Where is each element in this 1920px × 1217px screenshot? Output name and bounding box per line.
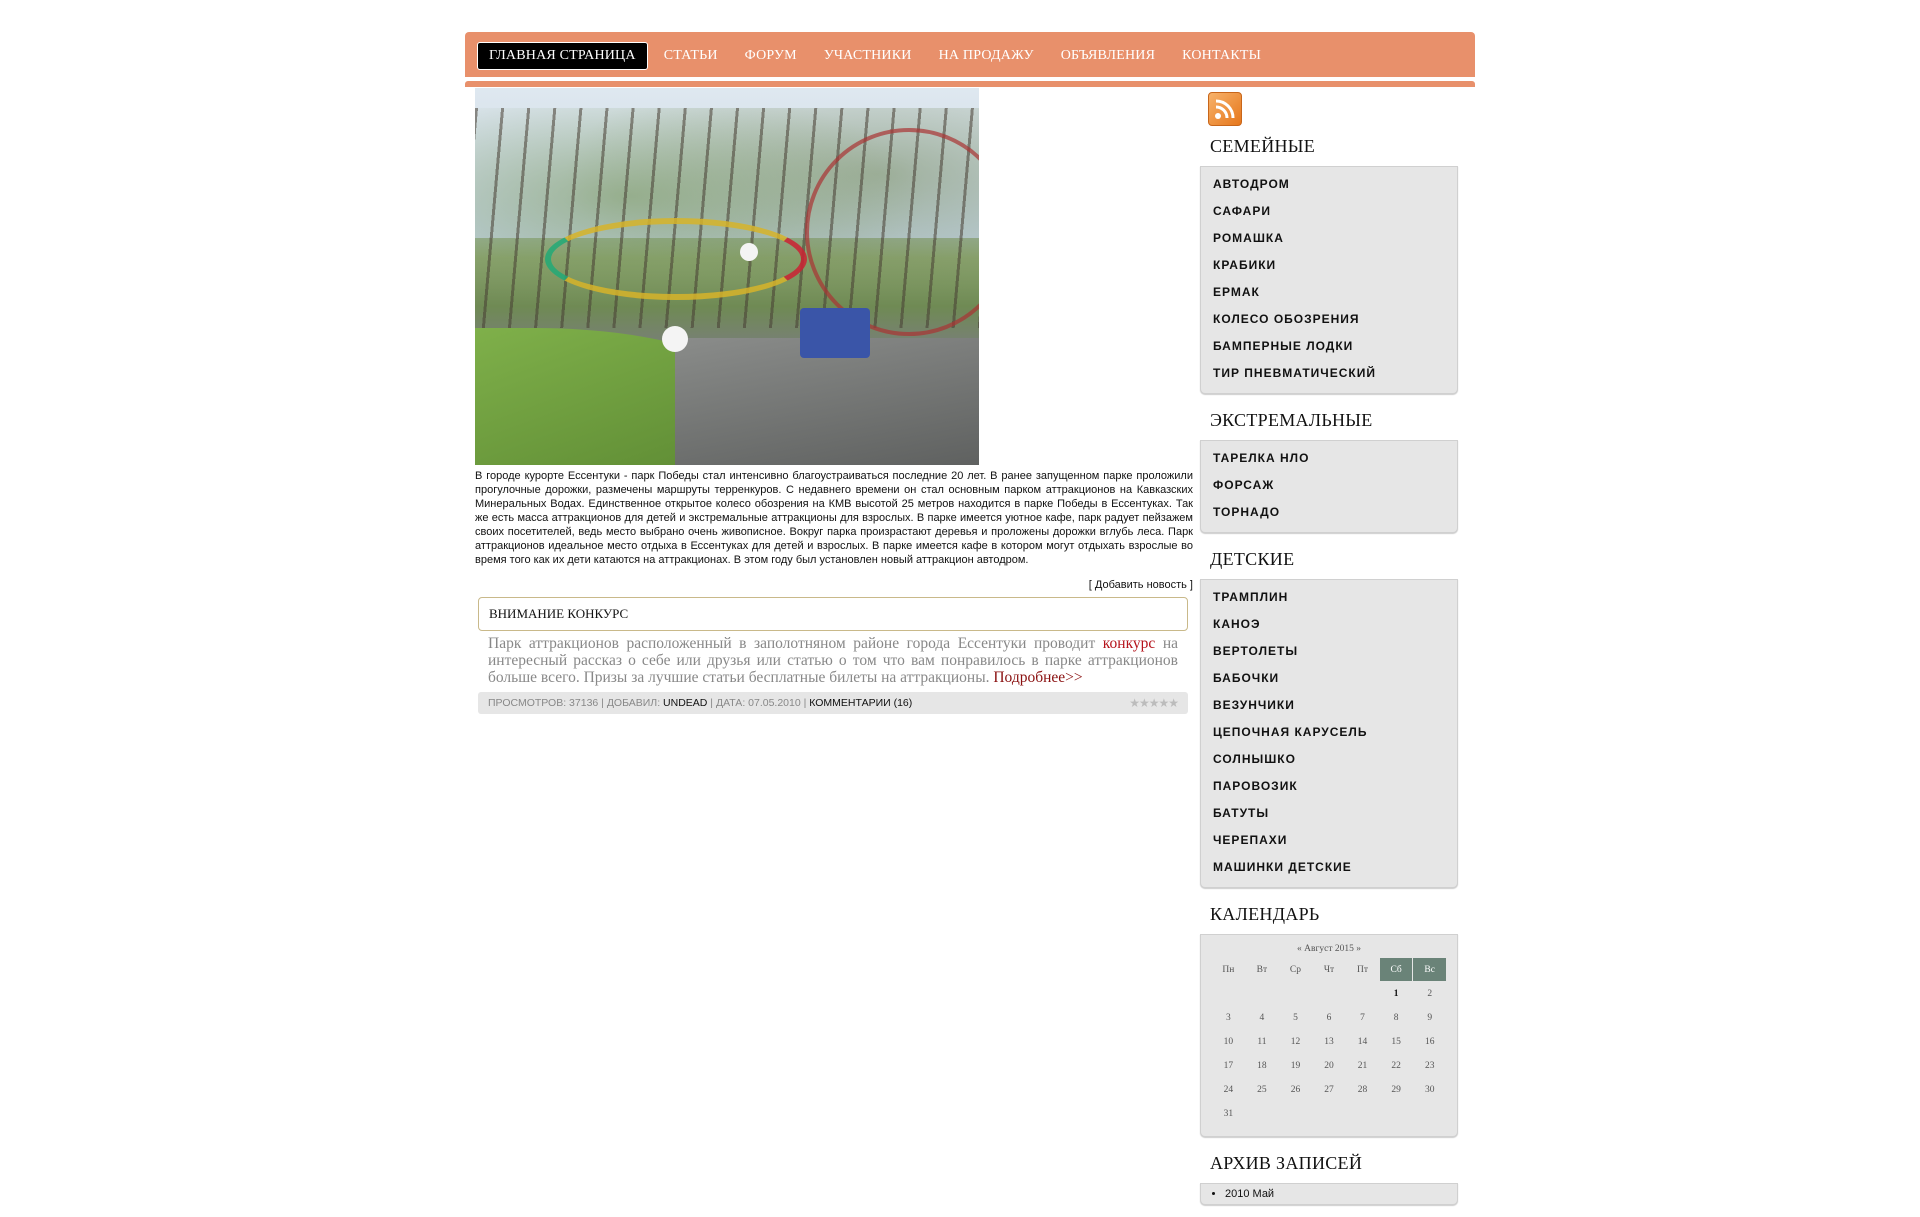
calendar-day: 30: [1424, 1084, 1435, 1095]
nav-menu: [477, 42, 1277, 70]
calendar-day: 31: [1223, 1108, 1234, 1119]
intro-text: В городе курорте Ессентуки - парк Победы стал интенсивно благоустраиваться последние 20 лет. В ранее запущенном парке проложили прогулочные дорожки, размечены маршруты терренкуров. С недавнего времени он стал основным парком аттракционов на Кавказских Минеральных Водах. Единственное открытое колесо обозрения на КМВ высотой 25 метров находится в парке Победы в Ессентуках. Так же есть масса аттракционов для детей и экстремальные аттракционы для взрослых. В парке имеется уютное кафе, парк радует пейзажем своих посетителей, ведь место выбрано очень живописное. Вокруг парка произрастают деревья и проложены дорожки вглубь леса. Парк аттракционов идеальное место отдыха в Ессентуках для детей и взрослых. В парке имеется кафе в котором могут отдыхать взрослые во время того как их дети катаются на аттракционах. В этом году был установлен новый аттракцион автодром.: [475, 470, 1193, 566]
calendar-day: 15: [1391, 1036, 1401, 1047]
kids-ride-link[interactable]: ТРАМПЛИН: [1213, 590, 1289, 604]
calendar-day[interactable]: 1: [1393, 988, 1399, 999]
calendar-header: [1211, 941, 1447, 957]
kids-ride-link[interactable]: ЦЕПОЧНАЯ КАРУСЕЛЬ: [1213, 725, 1368, 739]
sidebar: [1200, 92, 1458, 1217]
news-body: [478, 631, 1188, 692]
archive-heading: АРХИВ ЗАПИСЕЙ: [1210, 1153, 1363, 1173]
calendar-day: [1279, 1102, 1312, 1125]
add-news-link[interactable]: [ Добавить новость ]: [1088, 579, 1193, 591]
calendar-month: Август 2015: [1304, 944, 1354, 954]
family-ride-link[interactable]: ТИР ПНЕВМАТИЧЕСКИЙ: [1213, 366, 1376, 380]
calendar-day: [1279, 982, 1312, 1005]
calendar-day: 18: [1257, 1060, 1267, 1071]
kids-ride-link[interactable]: МАШИНКИ ДЕТСКИЕ: [1213, 860, 1352, 874]
kids-ride-link[interactable]: КАНОЭ: [1213, 617, 1261, 631]
calendar-weekday: Ср: [1289, 964, 1301, 975]
family-rides-list: [1200, 166, 1458, 394]
rss-icon[interactable]: [1208, 92, 1242, 126]
news-text-rest: на интересный рассказ о себе или друзья или статью о том что вам понравилось в парке аттракционов больше всего. Призы за лучшие статьи бесплатные билеты на аттракционы.: [488, 635, 1178, 686]
calendar-prev[interactable]: «: [1297, 944, 1302, 954]
family-ride-link[interactable]: КРАБИКИ: [1213, 258, 1277, 272]
calendar-day: 16: [1424, 1036, 1435, 1047]
family-heading: СЕМЕЙНЫЕ: [1210, 136, 1316, 156]
calendar-day: [1246, 982, 1279, 1005]
extreme-ride-link[interactable]: ФОРСАЖ: [1213, 478, 1275, 492]
contest-link[interactable]: конкурс: [1102, 635, 1156, 652]
calendar-day: 20: [1324, 1060, 1334, 1071]
calendar-day: 26: [1290, 1084, 1301, 1095]
extreme-ride-link[interactable]: ТОРНАДО: [1213, 505, 1281, 519]
calendar-heading: КАЛЕНДАРЬ: [1210, 904, 1320, 924]
calendar-day: 23: [1424, 1060, 1435, 1071]
calendar-day: 4: [1259, 1012, 1265, 1023]
calendar-grid: [1211, 957, 1447, 1126]
kids-ride-link[interactable]: ЧЕРЕПАХИ: [1213, 833, 1288, 847]
nav-divider: [465, 81, 1475, 87]
kids-ride-link[interactable]: СОЛНЫШКО: [1213, 752, 1296, 766]
extreme-rides-list: [1200, 440, 1458, 533]
calendar-day: [1346, 1102, 1379, 1125]
kids-ride-link[interactable]: ПАРОВОЗИК: [1213, 779, 1298, 793]
calendar-day: [1346, 982, 1379, 1005]
calendar-day: 12: [1290, 1036, 1301, 1047]
family-ride-link[interactable]: АВТОДРОМ: [1213, 177, 1290, 191]
kids-heading: ДЕТСКИЕ: [1210, 549, 1295, 569]
kids-ride-link[interactable]: ВЕЗУНЧИКИ: [1213, 698, 1295, 712]
nav-item-6[interactable]: КОНТАКТЫ: [1182, 48, 1262, 63]
news-text: Парк аттракционов расположенный в заполотняном районе города Ессентуки проводит: [488, 635, 1103, 652]
kids-rides-list: [1200, 579, 1458, 888]
top-navigation: [465, 32, 1475, 77]
rating-stars-icon[interactable]: ★★★★★: [1129, 696, 1178, 710]
family-ride-link[interactable]: РОМАШКА: [1213, 231, 1284, 245]
calendar-day: 8: [1393, 1012, 1399, 1023]
calendar-day: 28: [1357, 1084, 1368, 1095]
family-ride-link[interactable]: КОЛЕСО ОБОЗРЕНИЯ: [1213, 312, 1360, 326]
calendar-day: [1413, 1102, 1446, 1125]
add-news-row: [475, 579, 1193, 591]
calendar-day: 24: [1223, 1084, 1234, 1095]
nav-item-3[interactable]: УЧАСТНИКИ: [823, 48, 912, 63]
calendar-weekday: Сб: [1380, 958, 1413, 981]
calendar-day: 22: [1391, 1060, 1401, 1071]
calendar-day: 27: [1324, 1084, 1334, 1095]
calendar-day: [1313, 1102, 1346, 1125]
calendar-day: [1212, 982, 1245, 1005]
calendar-day: 5: [1293, 1012, 1298, 1023]
calendar-day: [1380, 1102, 1413, 1125]
main-content: [475, 88, 1193, 714]
family-ride-link[interactable]: САФАРИ: [1213, 204, 1271, 218]
nav-item-5[interactable]: ОБЪЯВЛЕНИЯ: [1060, 48, 1156, 63]
calendar-day: 9: [1427, 1012, 1433, 1023]
calendar-day: 14: [1357, 1036, 1368, 1047]
news-title[interactable]: ВНИМАНИЕ КОНКУРС: [478, 597, 1188, 631]
kids-ride-link[interactable]: БАТУТЫ: [1213, 806, 1270, 820]
author-link[interactable]: UNDEAD: [663, 697, 708, 709]
kids-ride-link[interactable]: БАБОЧКИ: [1213, 671, 1280, 685]
calendar-day: 19: [1290, 1060, 1301, 1071]
family-ride-link[interactable]: ЕРМАК: [1213, 285, 1260, 299]
kids-ride-link[interactable]: ВЕРТОЛЕТЫ: [1213, 644, 1299, 658]
calendar-day: 3: [1225, 1012, 1231, 1023]
news-entry: [478, 597, 1188, 714]
views-count: ПРОСМОТРОВ: 37136 | ДОБАВИЛ:: [488, 697, 664, 709]
news-date: | ДАТА: 07.05.2010 |: [707, 697, 810, 709]
comments-link[interactable]: КОММЕНТАРИИ (16): [809, 697, 913, 709]
calendar-day: 13: [1324, 1036, 1334, 1047]
calendar-next[interactable]: »: [1356, 944, 1361, 954]
calendar-weekday: Чт: [1323, 964, 1335, 975]
calendar-day: 7: [1360, 1012, 1365, 1023]
extreme-ride-link[interactable]: ТАРЕЛКА НЛО: [1213, 451, 1310, 465]
calendar-day: 10: [1223, 1036, 1234, 1047]
read-more-link[interactable]: Подробнее>>: [993, 669, 1083, 686]
news-meta: [478, 692, 1188, 714]
nav-item-2[interactable]: ФОРУМ: [744, 48, 797, 63]
calendar-day: 11: [1257, 1036, 1267, 1047]
calendar-day: 17: [1223, 1060, 1234, 1071]
extreme-heading: ЭКСТРЕМАЛЬНЫЕ: [1210, 410, 1373, 430]
calendar-day: 6: [1326, 1012, 1332, 1023]
calendar-day: [1246, 1102, 1279, 1125]
nav-item-0[interactable]: ГЛАВНАЯ СТРАНИЦА: [477, 42, 648, 70]
calendar-widget: [1200, 934, 1458, 1137]
calendar-day: 25: [1257, 1084, 1267, 1095]
calendar-weekday: Вт: [1256, 964, 1268, 975]
nav-item-4[interactable]: НА ПРОДАЖУ: [938, 48, 1034, 63]
calendar-day: 29: [1391, 1084, 1401, 1095]
calendar-weekday: Вс: [1413, 958, 1446, 981]
archive-list: [1200, 1183, 1458, 1205]
nav-item-1[interactable]: СТАТЬИ: [663, 48, 718, 63]
calendar-weekday: Пт: [1357, 964, 1369, 975]
calendar-day: 21: [1357, 1060, 1368, 1071]
archive-item[interactable]: • 2010 Май: [1225, 1188, 1457, 1200]
park-photo: [475, 88, 979, 465]
calendar-weekday: Пн: [1222, 964, 1235, 975]
family-ride-link[interactable]: БАМПЕРНЫЕ ЛОДКИ: [1213, 339, 1354, 353]
calendar-day: [1313, 982, 1346, 1005]
calendar-day: 2: [1427, 988, 1433, 999]
